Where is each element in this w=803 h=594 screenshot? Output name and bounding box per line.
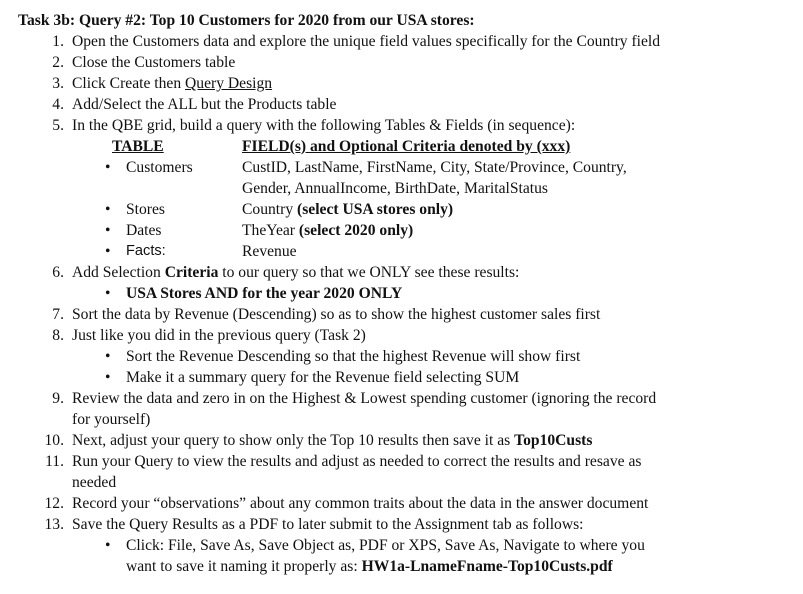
step-text: Save the Query Results as a PDF to later submit to the Assignment tab as follows: [72, 516, 584, 533]
step-number: 9. [52, 390, 64, 407]
step-text: Close the Customers table [72, 54, 236, 71]
step-12 [16, 493, 803, 514]
step-3 [16, 73, 803, 94]
field-list [242, 220, 413, 241]
step-text: Open the Customers data and explore the unique field values specifically for the Country field [72, 33, 661, 50]
bullet-icon: • [105, 243, 111, 260]
table-row-customers [16, 157, 803, 178]
step-9 [16, 388, 803, 409]
step-number: 4. [52, 96, 64, 113]
step-text [72, 430, 592, 451]
step-text: Sort the data by Revenue (Descending) so as to show the highest customer sales first [72, 306, 601, 323]
step-10 [16, 430, 803, 451]
field-list: CustID, LastName, FirstName, City, State/Province, Country, [242, 159, 627, 176]
step-text: Record your “observations” about any common traits about the data in the answer document [72, 495, 649, 512]
step-text: needed [72, 474, 117, 491]
field-list: Revenue [242, 243, 297, 260]
step-6 [16, 262, 803, 283]
step-11-cont [16, 472, 803, 493]
step-9-cont [16, 409, 803, 430]
step-8 [16, 325, 803, 346]
fields-column-header: FIELD(s) and Optional Criteria denoted by (xxx) [242, 138, 571, 155]
table-column-header: TABLE [112, 138, 164, 155]
bullet-text [126, 556, 613, 577]
step-number: 7. [52, 306, 64, 323]
task-title: Task 3b: Query #2: Top 10 Customers for 2020 from our USA stores: [18, 12, 475, 29]
bullet-icon: • [105, 285, 111, 302]
step-text: In the QBE grid, build a query with the following Tables & Fields (in sequence): [72, 117, 576, 134]
step-text: Run your Query to view the results and adjust as needed to correct the results and resave as [72, 453, 642, 470]
bullet-icon: • [105, 222, 111, 239]
bullet-icon: • [105, 201, 111, 218]
query-name-text: Top10Custs [514, 432, 593, 449]
fields-table-header [16, 136, 803, 157]
step-text-pre: Next, adjust your query to show only the Top 10 results then save it as [72, 432, 515, 449]
step-13 [16, 514, 803, 535]
step-5 [16, 115, 803, 136]
step-text: Add/Select the ALL but the Products table [72, 96, 337, 113]
bullet-text: USA Stores AND for the year 2020 ONLY [126, 285, 403, 302]
step-text: for yourself) [72, 411, 151, 428]
table-row-facts [16, 241, 803, 262]
step-number: 13. [44, 516, 64, 533]
field-list [242, 199, 453, 220]
bullet-text: Sort the Revenue Descending so that the highest Revenue will show first [126, 348, 581, 365]
step-number: 1. [52, 33, 64, 50]
step-number: 11. [45, 453, 64, 470]
step-13-bullet [16, 535, 803, 556]
criteria-text: Criteria [164, 264, 219, 281]
step-text [72, 73, 272, 94]
bullet-text-pre: want to save it naming it properly as: [126, 558, 362, 575]
bullet-icon: • [105, 348, 111, 365]
bullet-icon: • [105, 537, 111, 554]
step-8-bullet-b [16, 367, 803, 388]
step-text-pre: Add Selection [72, 264, 165, 281]
step-4 [16, 94, 803, 115]
step-11 [16, 451, 803, 472]
table-name: Dates [126, 222, 162, 239]
field-criteria: (select 2020 only) [294, 222, 414, 239]
step-8-bullet-a [16, 346, 803, 367]
step-2 [16, 52, 803, 73]
table-name: Customers [126, 159, 193, 176]
step-6-bullet [16, 283, 803, 304]
table-row-dates [16, 220, 803, 241]
step-number: 5. [52, 117, 64, 134]
pdf-filename: HW1a-LnameFname-Top10Custs.pdf [361, 558, 613, 575]
step-number: 10. [44, 432, 64, 449]
table-row-customers-cont [16, 178, 803, 199]
step-number: 2. [52, 54, 64, 71]
bullet-text: Click: File, Save As, Save Object as, PDF or XPS, Save As, Navigate to where you [126, 537, 645, 554]
step-number: 8. [52, 327, 64, 344]
query-design-text: Query Design [185, 75, 273, 92]
step-text [72, 262, 519, 283]
step-text-pre: Click Create then [72, 75, 186, 92]
bullet-icon: • [105, 369, 111, 386]
step-number: 12. [44, 495, 64, 512]
bullet-icon: • [105, 159, 111, 176]
step-text-post: to our query so that we ONLY see these results: [218, 264, 520, 281]
field-name: TheYear [242, 222, 295, 239]
field-criteria: (select USA stores only) [293, 201, 454, 218]
table-row-stores [16, 199, 803, 220]
step-1 [16, 31, 803, 52]
field-name: Country [242, 201, 294, 218]
step-13-bullet-cont [16, 556, 803, 577]
bullet-text: Make it a summary query for the Revenue field selecting SUM [126, 369, 520, 386]
table-name: Stores [126, 201, 165, 218]
step-text: Just like you did in the previous query (Task 2) [72, 327, 366, 344]
table-name: Facts: [126, 243, 166, 259]
step-number: 3. [52, 75, 64, 92]
step-text: Review the data and zero in on the Highest & Lowest spending customer (ignoring the record [72, 390, 657, 407]
field-list: Gender, AnnualIncome, BirthDate, MaritalStatus [242, 180, 548, 197]
step-number: 6. [52, 264, 64, 281]
step-7 [16, 304, 803, 325]
